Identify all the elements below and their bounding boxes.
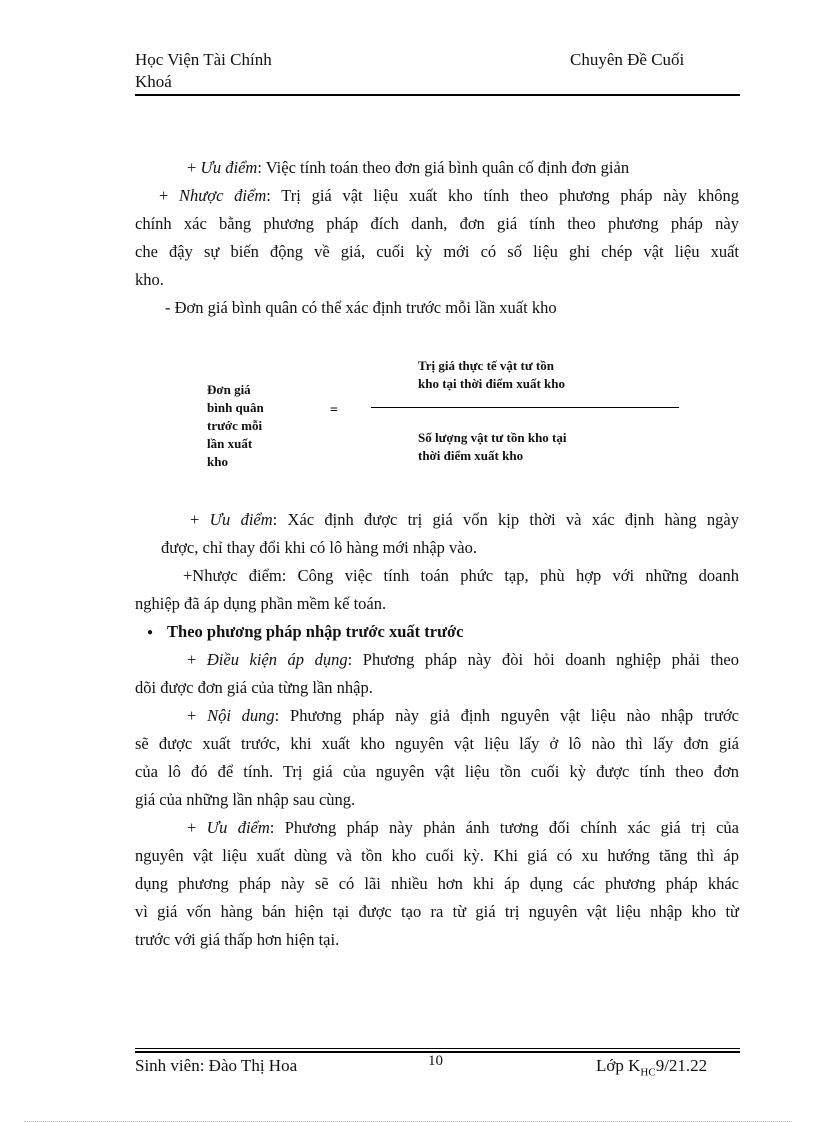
paragraph-uu-diem-2: + Ưu điểm: Xác định được trị giá vốn kịp thời và xác định hàng ngày được, chỉ thay đổi khi có lô hàng mới nhập vào.: [161, 510, 739, 557]
formula-equals: =: [330, 403, 338, 418]
header-rule: [135, 94, 740, 96]
paragraph-noi-dung: + Nội dung: Phương pháp này giả định nguyên vật liệu nào nhập trước sẽ được xuất trước, khi xuất kho nguyên vật liệu lấy ở lô nào thì lấy đơn giá của lô đó để tính. Trị giá của nguyên vật liệu tồn cuối kỳ được tính theo đơn giá của những lần nhập sau cùng.: [135, 706, 739, 809]
header-institution-line2: Khoá: [135, 72, 172, 91]
formula-numerator: Trị giá thực tế vật tư tồn kho tại thời điểm xuất kho: [418, 358, 565, 391]
header-title: Chuyên Đề Cuối: [570, 50, 685, 69]
footer-student: Sinh viên: Đào Thị Hoa: [135, 1056, 298, 1075]
paragraph-uu-diem-1: + Ưu điểm: Việc tính toán theo đơn giá bình quân cố định đơn giản: [187, 158, 630, 177]
bullet-icon: ●: [147, 627, 154, 638]
paragraph-uu-diem-3: + Ưu điểm: Phương pháp này phản ánh tương đối chính xác giá trị của nguyên vật liệu xuất dùng và tồn kho cuối kỳ. Khi giá có xu hướng tăng thì áp dụng phương pháp này sẽ có lãi nhiều hơn khi áp dụng các phương pháp khác vì giá vốn hàng bán hiện tại được tạo ra từ giá trị nguyên vật liệu nhập kho từ trước với giá thấp hơn hiện tại.: [135, 818, 739, 949]
paragraph-nhuoc-diem-2: +Nhược điểm: Công việc tính toán phức tạp, phù hợp với những doanh nghiệp đã áp dụng phần mềm kế toán.: [135, 566, 739, 613]
formula-denominator: Số lượng vật tư tồn kho tại thời điểm xuất kho: [418, 430, 567, 463]
footer-class: Lớp $K_{HC}9/21.22$: [596, 1056, 708, 1079]
bullet-heading: ● Theo phương pháp nhập trước xuất trước: [147, 622, 464, 641]
page-number: 10: [428, 1053, 443, 1069]
header-institution: Học Viện Tài Chính: [135, 50, 272, 69]
paragraph-don-gia: - Đơn giá bình quân có thể xác định trước mỗi lần xuất kho: [165, 298, 557, 317]
footer-rule-top: [135, 1048, 740, 1049]
paragraph-dieu-kien: + Điều kiện áp dụng: Phương pháp này đòi hỏi doanh nghiệp phải theo dõi được đơn giá của từng lần nhập.: [135, 650, 739, 697]
fraction-bar: [371, 407, 679, 408]
page-edge: [24, 1121, 792, 1122]
formula-left: Đơn giá bình quân trước mỗi lần xuất kho: [207, 382, 264, 469]
paragraph-nhuoc-diem-1: + Nhược điểm: Trị giá vật liệu xuất kho tính theo phương pháp này không chính xác bằng phương pháp đích danh, đơn giá tính theo phương pháp này che đậy sự biến động về giá, cuối kỳ mới có số liệu ghi chép vật liệu xuất kho.: [135, 186, 739, 289]
